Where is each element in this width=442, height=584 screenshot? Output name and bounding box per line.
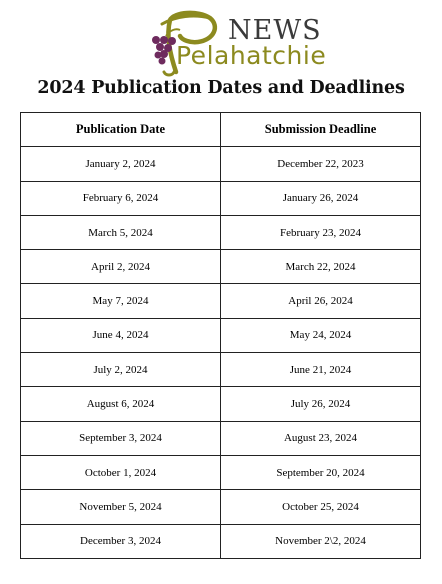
logo-pelahatchie-text: Pelahatchie: [176, 41, 327, 70]
submission-deadline-cell: October 25, 2024: [221, 490, 421, 524]
table-row: [21, 421, 421, 455]
submission-deadline-cell: July 26, 2024: [221, 387, 421, 421]
submission-deadline-cell: May 24, 2024: [221, 318, 421, 352]
schedule-table: [20, 112, 421, 559]
publication-date-cell: November 5, 2024: [21, 490, 221, 524]
table-row: [21, 250, 421, 284]
submission-deadline-cell: January 26, 2024: [221, 181, 421, 215]
publication-date-cell: May 7, 2024: [21, 284, 221, 318]
submission-deadline-cell: April 26, 2024: [221, 284, 421, 318]
publication-date-cell: August 6, 2024: [21, 387, 221, 421]
table-row: [21, 455, 421, 489]
table-row: [21, 387, 421, 421]
submission-deadline-cell: March 22, 2024: [221, 250, 421, 284]
submission-deadline-cell: December 22, 2023: [221, 147, 421, 181]
table-row: [21, 524, 421, 558]
publication-date-cell: April 2, 2024: [21, 250, 221, 284]
table-row: [21, 284, 421, 318]
publication-date-cell: March 5, 2024: [21, 215, 221, 249]
submission-deadline-cell: September 20, 2024: [221, 455, 421, 489]
submission-deadline-cell: November 2\2, 2024: [221, 524, 421, 558]
submission-deadline-cell: February 23, 2024: [221, 215, 421, 249]
column-header-submission-deadline: Submission Deadline: [221, 113, 421, 147]
table-row: [21, 318, 421, 352]
table-row: [21, 181, 421, 215]
submission-deadline-cell: August 23, 2024: [221, 421, 421, 455]
publication-date-cell: January 2, 2024: [21, 147, 221, 181]
publication-date-cell: October 1, 2024: [21, 455, 221, 489]
column-header-publication-date: Publication Date: [21, 113, 221, 147]
table-header-row: [21, 113, 421, 147]
page-title: 2024 Publication Dates and Deadlines: [37, 78, 405, 98]
publication-date-cell: December 3, 2024: [21, 524, 221, 558]
logo-news-text: NEWS: [228, 15, 322, 46]
table-row: [21, 147, 421, 181]
table-row: [21, 490, 421, 524]
table-row: [21, 353, 421, 387]
publication-date-cell: July 2, 2024: [21, 353, 221, 387]
schedule-table-container: [20, 112, 421, 558]
publication-date-cell: February 6, 2024: [21, 181, 221, 215]
pelahatchie-news-logo: [136, 10, 327, 78]
publication-date-cell: June 4, 2024: [21, 318, 221, 352]
table-row: [21, 215, 421, 249]
submission-deadline-cell: June 21, 2024: [221, 353, 421, 387]
publication-date-cell: September 3, 2024: [21, 421, 221, 455]
